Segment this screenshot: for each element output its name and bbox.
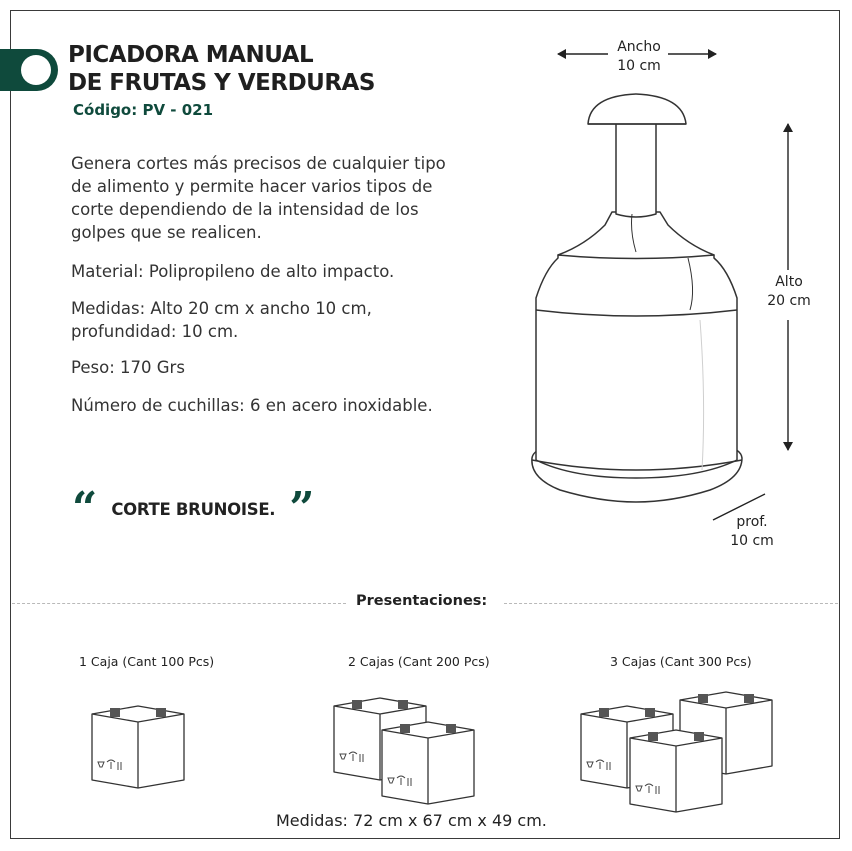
brand-toggle-icon xyxy=(0,49,58,91)
presentation-label-2: 2 Cajas (Cant 200 Pcs) xyxy=(348,654,490,669)
presentation-label-1: 1 Caja (Cant 100 Pcs) xyxy=(79,654,215,669)
description-line: Genera cortes más precisos de cualquier tipo xyxy=(71,154,446,173)
spec-medidas-line: profundidad: 10 cm. xyxy=(71,322,239,341)
description-line: corte dependiendo de la intensidad de los xyxy=(71,200,419,219)
description-line: de alimento y permite hacer varios tipos de xyxy=(71,177,433,196)
title-line-2: DE FRUTAS Y VERDURAS xyxy=(68,70,375,96)
close-quote-icon: ” xyxy=(289,483,315,534)
prof-label xyxy=(722,513,782,551)
alto-label xyxy=(760,273,818,311)
box-icon xyxy=(630,730,722,812)
quote-block xyxy=(72,483,315,534)
spec-medidas xyxy=(71,297,511,343)
prof-title: prof. xyxy=(736,514,768,530)
spec-cuchillas: Número de cuchillas: 6 en acero inoxidable. xyxy=(71,396,433,415)
quote-text: CORTE BRUNOISE. xyxy=(111,499,276,519)
alto-title: Alto xyxy=(775,274,803,290)
divider-left xyxy=(12,603,346,604)
boxes-illustration xyxy=(0,680,852,820)
title-line-1: PICADORA MANUAL xyxy=(68,42,314,68)
presentation-label-3: 3 Cajas (Cant 300 Pcs) xyxy=(610,654,752,669)
chopper-icon xyxy=(532,94,742,502)
product-description xyxy=(71,152,511,244)
product-title xyxy=(68,41,375,97)
ancho-title: Ancho xyxy=(617,39,661,55)
divider-right xyxy=(504,603,838,604)
product-code: Código: PV - 021 xyxy=(73,101,214,119)
box-icon xyxy=(382,722,474,804)
spec-medidas-line: Medidas: Alto 20 cm x ancho 10 cm, xyxy=(71,299,372,318)
prof-value: 10 cm xyxy=(730,533,774,549)
open-quote-icon: “ xyxy=(72,483,98,534)
box-size: Medidas: 72 cm x 67 cm x 49 cm. xyxy=(276,811,547,830)
presentaciones-title: Presentaciones: xyxy=(356,593,488,609)
alto-value: 20 cm xyxy=(767,293,811,309)
spec-material: Material: Polipropileno de alto impacto. xyxy=(71,262,395,281)
description-line: golpes que se realicen. xyxy=(71,223,262,242)
spec-peso: Peso: 170 Grs xyxy=(71,358,185,377)
ancho-label xyxy=(606,38,672,76)
ancho-value: 10 cm xyxy=(617,58,661,74)
box-icon xyxy=(92,706,184,788)
